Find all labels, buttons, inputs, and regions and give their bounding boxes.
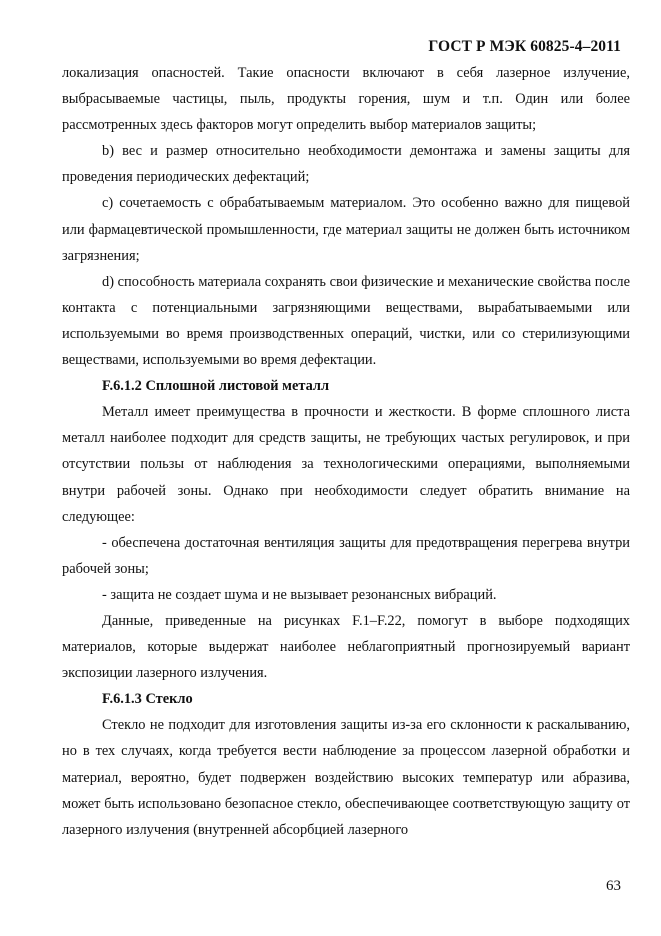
list-item-d: d) способность материала сохранять свои физические и механические свойства после контакта с потенциальными загрязняющими веществами, вырабатываемыми или используемыми во время производственных операций, чистки, или со стерилизующими веществами, используемыми во время дефектации. — [62, 273, 630, 369]
list-item-b: b) вес и размер относительно необходимости демонтажа и замены защиты для проведения периодических дефектаций; — [62, 143, 630, 186]
page-body — [62, 60, 630, 843]
paragraph-glass: Стекло не подходит для изготовления защиты из-за его склонности к раскалыванию, но в тех случаях, когда требуется вести наблюдение за процессом лазерной обработки и материал, вероятно, будет подвержен воздействию высоких температур или абразива, может быть использовано безопасное стекло, обеспечивающее соответствующую защиту от лазерного излучения (внутренней абсорбцией лазерного — [62, 717, 630, 838]
list-item-c: c) сочетаемость с обрабатываемым материалом. Это особенно важно для пищевой или фармацевтической промышленности, где материал защиты не должен быть источником загрязнения; — [62, 195, 630, 264]
page-number: 63 — [606, 878, 621, 894]
section-heading-f612: F.6.1.2 Сплошной листовой металл — [102, 378, 330, 395]
paragraph-continuation: локализация опасностей. Такие опасности включают в себя лазерное излучение, выбрасываемые частицы, пыль, продукты горения, шум и т.п. Один или более рассмотренных здесь факторов могут определить выбор материалов защиты; — [62, 65, 630, 134]
paragraph-figures: Данные, приведенные на рисунках F.1–F.22, помогут в выборе подходящих материалов, которые выдержат наиболее неблагоприятный прогнозируемый вариант экспозиции лазерного излучения. — [62, 612, 630, 682]
bullet-noise: - защита не создает шума и не вызывает резонансных вибраций. — [102, 586, 497, 603]
standard-header: ГОСТ Р МЭК 60825-4–2011 — [428, 38, 621, 55]
section-heading-f613: F.6.1.3 Стекло — [102, 691, 193, 708]
paragraph-metal: Металл имеет преимущества в прочности и жесткости. В форме сплошного листа металл наиболее подходит для средств защиты, не требующих частых регулировок, и при отсутствии пользы от наблюдения за технологическими операциями, выполняемыми внутри рабочей зоны. Однако при необходимости следует обратить внимание на следующее: — [62, 404, 630, 525]
bullet-ventilation: - обеспечена достаточная вентиляция защиты для предотвращения перегрева внутри рабочей зоны; — [62, 534, 630, 577]
